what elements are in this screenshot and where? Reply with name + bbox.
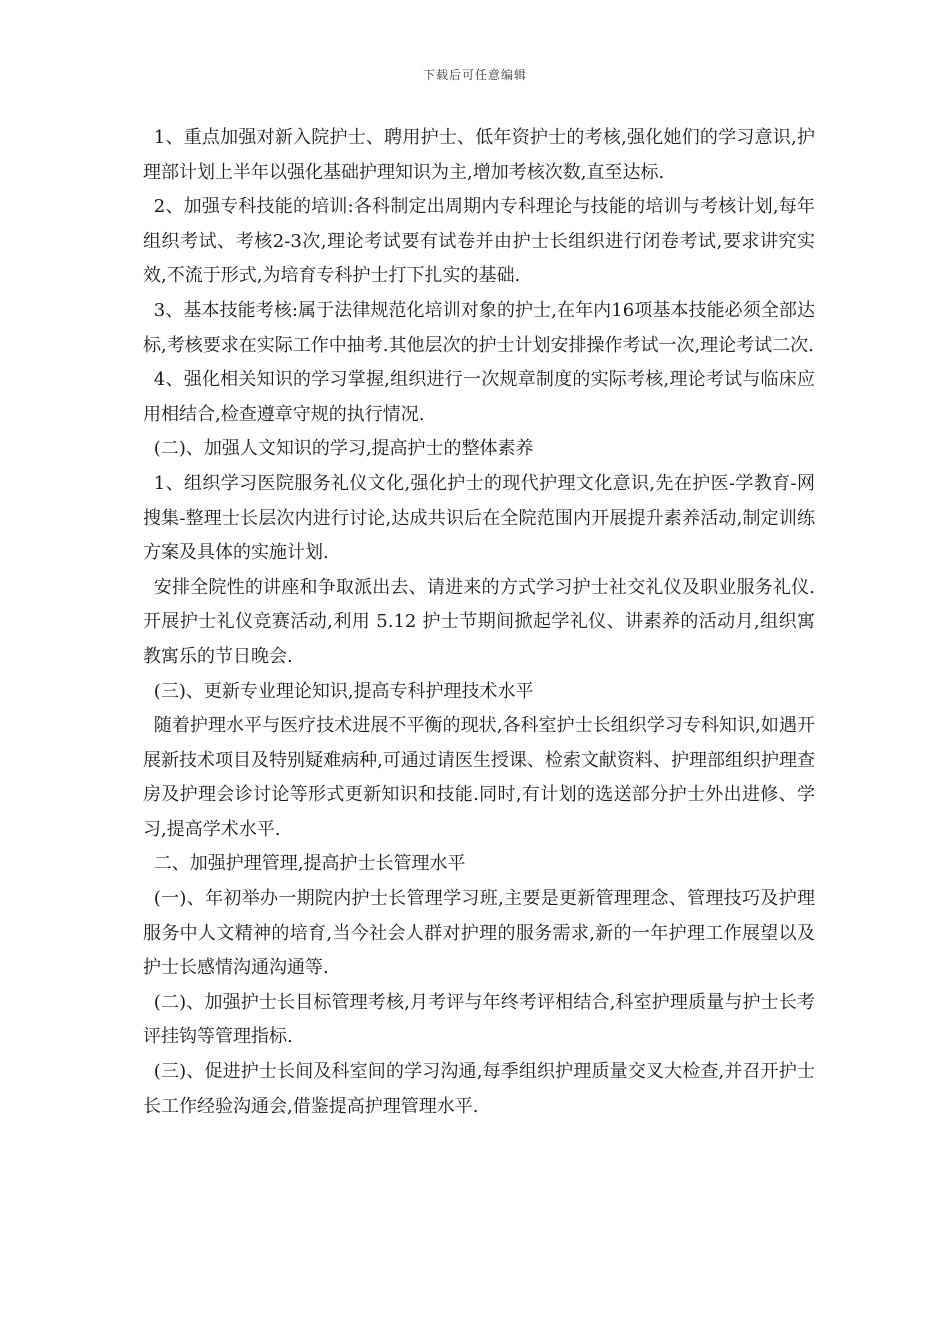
paragraph: 随着护理水平与医疗技术进展不平衡的现状,各科室护士长组织学习专科知识,如遇开展新技术项目及特别疑难病种,可通过请医生授课、检索文献资料、护理部组织护理查房及护理会诊讨论等形式更新知识和技能.同时,有计划的选送部分护士外出进修、学习,提高学术水平.: [143, 715, 815, 840]
paragraph: 安排全院性的讲座和争取派出去、请进来的方式学习护士社交礼仪及职业服务礼仪.开展护士礼仪竞赛活动,利用 5.12 护士节期间掀起学礼仪、讲素养的活动月,组织寓教寓乐的节日晚会.: [143, 576, 815, 667]
page-header: 下载后可任意编辑: [422, 68, 527, 82]
document-body: [143, 121, 815, 1124]
paragraph: 3、基本技能考核:属于法律规范化培训对象的护士,在年内16项基本技能必须全部达标,考核要求在实际工作中抽考.其他层次的护士计划安排操作考试一次,理论考试二次.: [143, 299, 815, 356]
paragraph: 2、加强专科技能的培训:各科制定出周期内专科理论与技能的培训与考核计划,每年组织考试、考核2-3次,理论考试要有试卷并由护士长组织进行闭卷考试,要求讲究实效,不流于形式,为培育专科护士打下扎实的基础.: [143, 196, 815, 287]
section-heading: 二、加强护理管理,提高护士长管理水平: [153, 853, 466, 875]
paragraph: (一)、年初举办一期院内护士长管理学习班,主要是更新管理理念、管理技巧及护理服务中人文精神的培育,当今社会人群对护理的服务需求,新的一年护理工作展望以及护士长感情沟通沟通等.: [143, 888, 815, 979]
paragraph: 4、强化相关知识的学习掌握,组织进行一次规章制度的实际考核,理论考试与临床应用相结合,检查遵章守规的执行情况.: [143, 369, 815, 425]
section-heading: (二)、加强人文知识的学习,提高护士的整体素养: [153, 438, 534, 460]
paragraph: (三)、促进护士长间及科室间的学习沟通,每季组织护理质量交叉大检查,并召开护士长工作经验沟通会,借鉴提高护理管理水平.: [143, 1061, 815, 1117]
paragraph: 1、重点加强对新入院护士、聘用护士、低年资护士的考核,强化她们的学习意识,护理部计划上半年以强化基础护理知识为主,增加考核次数,直至达标.: [143, 127, 815, 183]
paragraph: 1、组织学习医院服务礼仪文化,强化护士的现代护理文化意识,先在护医-学教育-网搜集-整理士长层次内进行讨论,达成共识后在全院范围内开展提升素养活动,制定训练方案及具体的实施计划.: [143, 472, 815, 564]
section-heading: (三)、更新专业理论知识,提高专科护理技术水平: [153, 680, 534, 702]
paragraph: (二)、加强护士长目标管理考核,月考评与年终考评相结合,科室护理质量与护士长考评挂钩等管理指标.: [143, 991, 815, 1048]
